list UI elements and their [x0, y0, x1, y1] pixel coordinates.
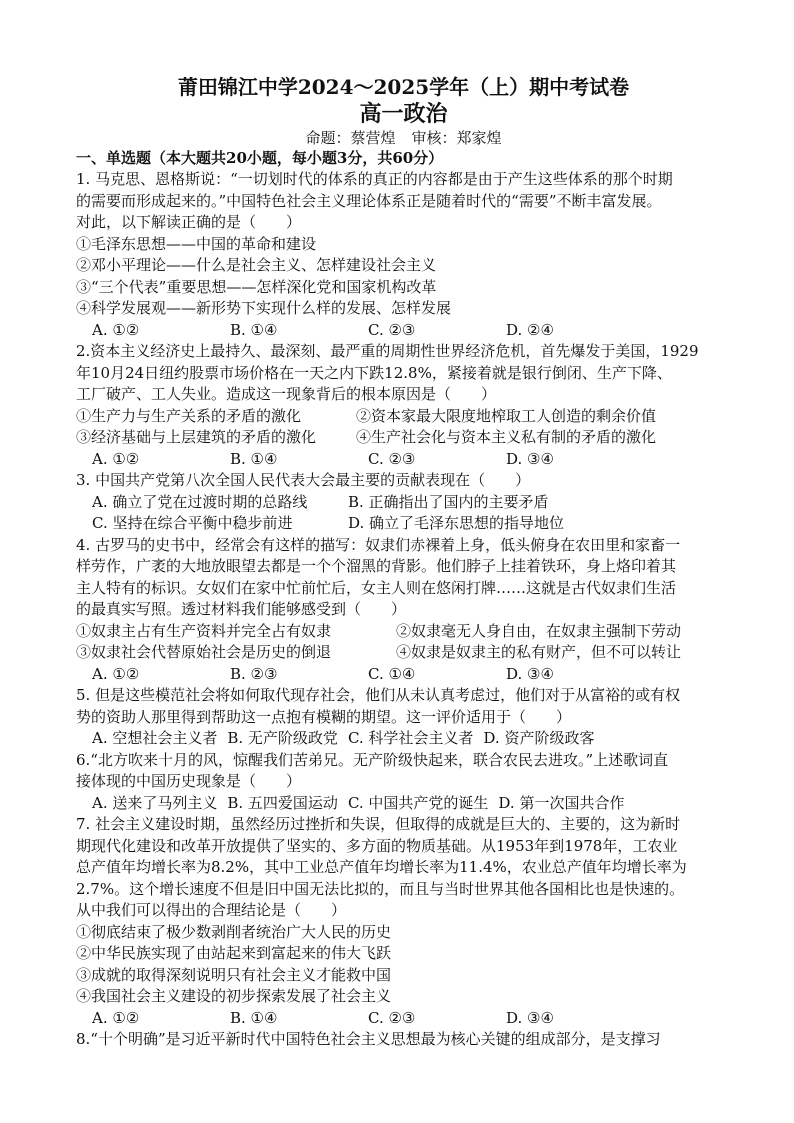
statement-item: ①毛泽东思想——中国的革命和建设 [76, 234, 317, 253]
option-b[interactable]: B. ①④ [230, 1008, 278, 1027]
option-d[interactable]: D. 确立了毛泽东思想的指导地位 [348, 514, 565, 532]
question-stem-line: 2.资本主义经济史上最持久、最深刻、最严重的周期性世界经济危机，首先爆发于美国，1929 [76, 342, 699, 360]
statement-pair [76, 427, 731, 449]
statement-pair [76, 621, 731, 643]
question-5 [76, 685, 731, 750]
option-a[interactable]: A. 送来了马列主义 [92, 793, 218, 812]
question-4 [76, 535, 731, 686]
option-c[interactable]: C. 坚持在综合平衡中稳步前进 [92, 514, 293, 532]
answer-options [76, 664, 731, 686]
question-stem-line: 7. 社会主义建设时期，虽然经历过挫折和失误，但取得的成就是巨大的、主要的，这为新时 [76, 815, 681, 833]
option-d[interactable]: D. ③④ [506, 1008, 554, 1027]
question-6 [76, 750, 731, 815]
option-d[interactable]: D. 资产阶级政客 [483, 729, 595, 747]
statement-item: ②奴隶毫无人身自由，在奴隶主强制下劳动 [396, 621, 682, 640]
question-stem-line: 期现代化建设和改革开放提供了坚实的、多方面的物质基础。从1953年到1978年，工农业 [76, 836, 678, 855]
option-a[interactable]: A. ①② [92, 320, 140, 339]
question-stem-line: 4. 古罗马的史书中，经常会有这样的描写：奴隶们赤裸着上身，低头俯身在农田里和家畜一 [76, 535, 681, 554]
question-stem-line: 接体现的中国历史现象是（ ） [76, 772, 302, 790]
option-d[interactable]: D. ③④ [506, 664, 554, 683]
statement-item: ③经济基础与上层建筑的矛盾的激化 [76, 428, 317, 446]
statement-item: ②中华民族实现了由站起来到富起来的伟大飞跃 [76, 944, 392, 962]
option-b[interactable]: B. ①④ [230, 320, 278, 339]
exam-page [76, 74, 731, 1051]
option-d[interactable]: D. 第一次国共合作 [498, 793, 625, 812]
section-heading: 一、单选题（本大题共20小题，每小题3分，共60分） [76, 149, 444, 167]
option-a[interactable]: A. 确立了党在过渡时期的总路线 [92, 492, 308, 511]
question-stem-line: 主人特有的标识。女奴们在家中忙前忙后，女主人则在悠闲打牌……这就是古代奴隶们生活 [76, 578, 677, 597]
statement-item: ①奴隶主占有生产资料并完全占有奴隶 [76, 621, 332, 640]
answer-options [76, 449, 731, 471]
question-7 [76, 814, 731, 1029]
question-stem-line: 样劳作，广袤的大地放眼望去都是一个个溜黑的背影。他们脖子上挂着铁环，身上烙印着其 [76, 557, 677, 575]
option-d[interactable]: D. ③④ [506, 449, 554, 468]
option-b[interactable]: B. 五四爱国运动 [227, 793, 338, 812]
option-c[interactable]: C. ②③ [368, 449, 416, 468]
option-a[interactable]: A. 空想社会主义者 [92, 729, 218, 747]
option-d[interactable]: D. ②④ [506, 320, 554, 339]
question-stem-line: 2.7%。这个增长速度不但是旧中国无法比拟的，而且与当时世界其他各国相比也是快速的。 [76, 879, 685, 898]
question-stem-line: 的需要而形成起来的。”中国特色社会主义理论体系正是随着时代的“需要”不断丰富发展。 [76, 191, 662, 210]
statement-item: ③成就的取得深刻说明只有社会主义才能救中国 [76, 965, 392, 984]
statement-item: ④我国社会主义建设的初步探索发展了社会主义 [76, 987, 392, 1005]
option-a[interactable]: A. ①② [92, 664, 140, 683]
statement-item: ①生产力与生产关系的矛盾的激化 [76, 406, 302, 425]
question-stem-line: 年10月24日纽约股票市场价格在一天之内下跌12.8%，紧接着就是银行倒闭、生产下降、 [76, 363, 672, 382]
option-c[interactable]: C. ②③ [368, 1008, 416, 1027]
option-b[interactable]: B. ②③ [230, 664, 278, 683]
answer-options [76, 320, 731, 342]
question-2 [76, 341, 731, 470]
option-c[interactable]: C. 科学社会主义者 [347, 729, 474, 747]
question-stem-line: 8.“十个明确”是习近平新时代中国特色社会主义思想最为核心关键的组成部分，是支撑习 [76, 1030, 661, 1048]
statement-item: ①彻底结束了极少数剥削者统治广大人民的历史 [76, 922, 392, 941]
question-stem-line: 总产值年均增长率为8.2%，其中工业总产值年均增长率为11.4%，农业总产值年均增长率为 [76, 858, 687, 876]
reviewer-label: 审核：郑家煌 [411, 129, 502, 147]
option-a[interactable]: A. ①② [92, 1008, 140, 1027]
answer-options [76, 513, 731, 535]
question-1 [76, 169, 731, 341]
statement-item: ②资本家最大限度地榨取工人创造的剩余价值 [356, 406, 657, 425]
question-stem-line: 的最真实写照。透过材料我们能够感受到（ ） [76, 600, 407, 618]
statement-item: ④科学发展观——新形势下实现什么样的发展、怎样发展 [76, 299, 452, 317]
option-b[interactable]: B. ①④ [230, 449, 278, 468]
exam-subject: 高一政治 [359, 101, 448, 127]
question-stem-line: 势的资助人那里得到帮助这一点抱有模糊的期望。这一评价适用于（ ） [76, 707, 572, 726]
option-b[interactable]: B. 正确指出了国内的主要矛盾 [348, 492, 549, 511]
exam-authors [76, 128, 731, 148]
statement-item: ③“三个代表”重要思想——怎样深化党和国家机构改革 [76, 277, 437, 296]
statement-item: ③奴隶社会代替原始社会是历史的倒退 [76, 643, 332, 661]
author-label: 命题：蔡营煌 [305, 129, 396, 147]
question-3 [76, 470, 731, 535]
question-stem-line: 从中我们可以得出的合理结论是（ ） [76, 901, 347, 919]
statement-item: ④生产社会化与资本主义私有制的矛盾的激化 [356, 428, 657, 446]
option-c[interactable]: C. 中国共产党的诞生 [347, 793, 489, 812]
answer-options [76, 1008, 731, 1030]
question-stem-line: 1. 马克思、恩格斯说：“一切划时代的体系的真正的内容都是由于产生这些体系的那个时期 [76, 170, 673, 188]
question-stem-line: 5. 但是这些模范社会将如何取代现存社会，他们从未认真考虑过，他们对于从富裕的或有权 [76, 686, 681, 704]
question-stem-line: 工厂破产、工人失业。造成这一现象背后的根本原因是（ ） [76, 385, 497, 403]
option-a[interactable]: A. ①② [92, 449, 140, 468]
answer-options [76, 492, 731, 514]
option-c[interactable]: C. ②③ [368, 320, 416, 339]
question-8 [76, 1029, 731, 1051]
question-stem-line: 6.“北方吹来十月的风，惊醒我们苦弟兄。无产阶级快起来，联合农民去进攻。”上述歌词直 [76, 750, 669, 769]
question-stem-line: 3. 中国共产党第八次全国人民代表大会最主要的贡献表现在（ ） [76, 471, 531, 489]
statement-pair [76, 642, 731, 664]
exam-title: 莆田锦江中学2024～2025学年（上）期中考试卷 [177, 75, 630, 99]
answer-options [76, 728, 731, 750]
statement-item: ②邓小平理论——什么是社会主义、怎样建设社会主义 [76, 256, 437, 274]
statement-pair [76, 406, 731, 428]
option-c[interactable]: C. ①④ [368, 664, 416, 683]
statement-item: ④奴隶是奴隶主的私有财产，但不可以转让 [396, 643, 682, 661]
option-b[interactable]: B. 无产阶级政党 [227, 729, 338, 747]
answer-options [76, 793, 731, 815]
question-stem-line: 对此，以下解读正确的是（ ） [76, 213, 302, 231]
